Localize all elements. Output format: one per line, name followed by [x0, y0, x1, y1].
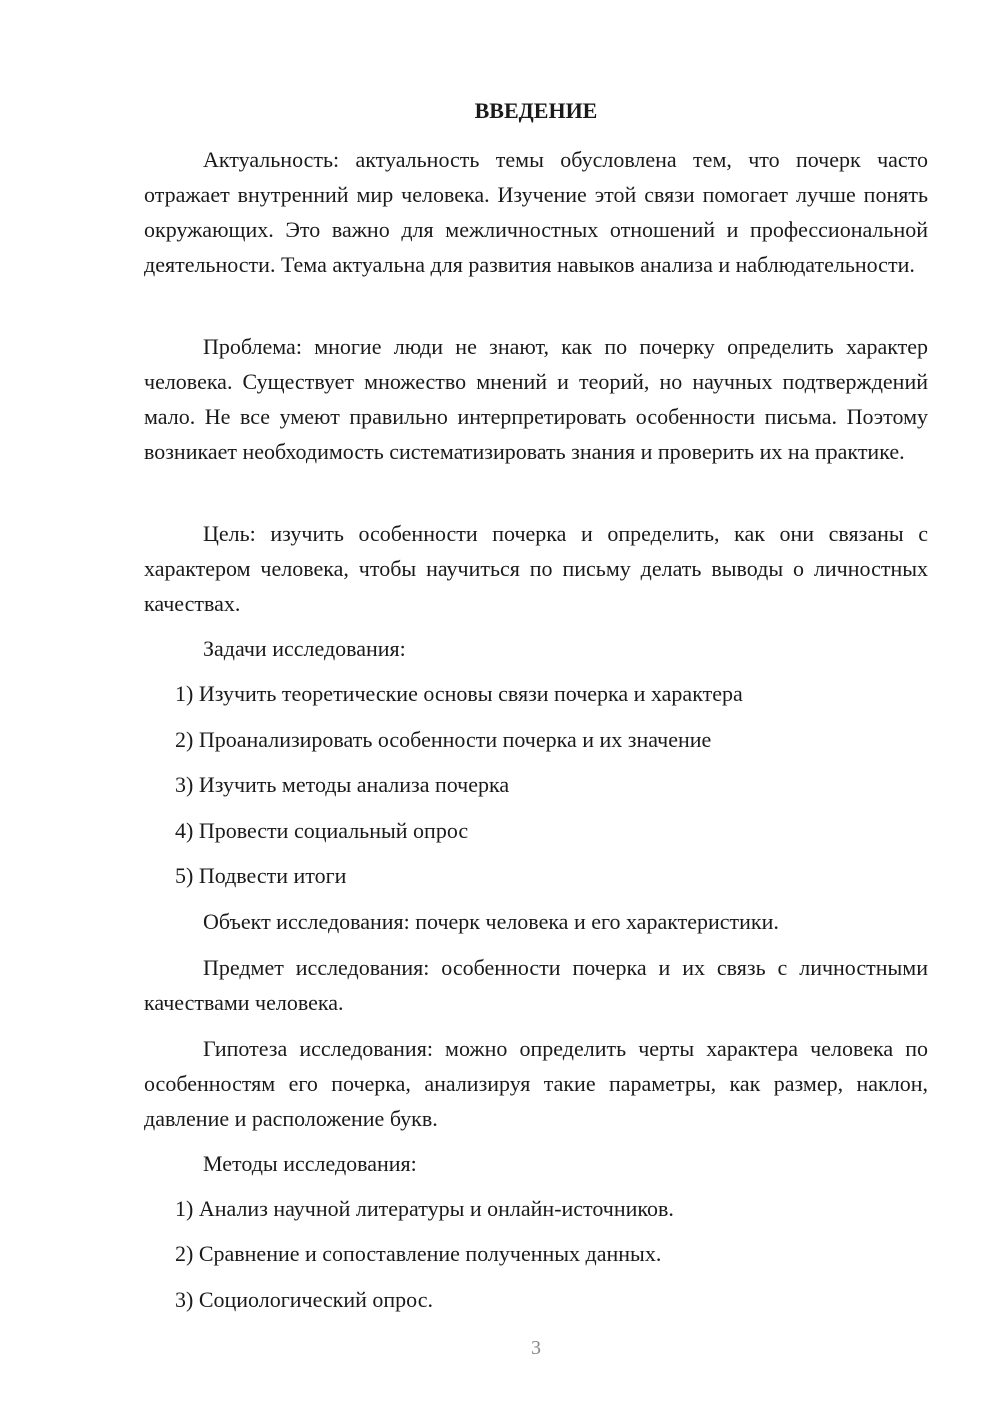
- task-item-4: 4) Провести социальный опрос: [175, 818, 469, 843]
- task-item-1: 1) Изучить теоретические основы связи почерка и характера: [175, 681, 743, 706]
- tasks-heading: Задачи исследования:: [203, 636, 406, 661]
- task-item-2: 2) Проанализировать особенности почерка и их значение: [175, 727, 712, 752]
- method-item-1: 1) Анализ научной литературы и онлайн-источников.: [175, 1196, 674, 1221]
- methods-heading: Методы исследования:: [203, 1151, 417, 1176]
- task-item-3: 3) Изучить методы анализа почерка: [175, 772, 510, 797]
- page-number: 3: [531, 1337, 541, 1359]
- method-item-2: 2) Сравнение и сопоставление полученных данных.: [175, 1241, 662, 1266]
- object-paragraph: Объект исследования: почерк человека и его характеристики.: [203, 909, 779, 934]
- relevance-paragraph: Актуальность: актуальность темы обусловлена тем, что почерк часто отражает внутренний мир человека. Изучение этой связи помогает лучше понять окружающих. Это важно для межличностных отношений и профессиональной деятельности. Тема актуальна для развития навыков анализа и наблюдательности.: [144, 147, 928, 277]
- problem-paragraph: Проблема: многие люди не знают, как по почерку определить характер человека. Существует множество мнений и теорий, но научных подтверждений мало. Не все умеют правильно интерпретировать особенности письма. Поэтому возникает необходимость систематизировать знания и проверить их на практике.: [144, 334, 928, 464]
- subject-paragraph: Предмет исследования: особенности почерка и их связь с личностными качествами человека.: [144, 955, 928, 1015]
- task-item-5: 5) Подвести итоги: [175, 863, 347, 888]
- method-item-3: 3) Социологический опрос.: [175, 1287, 433, 1312]
- document-page: [144, 0, 928, 1414]
- page-title: ВВЕДЕНИЕ: [474, 98, 598, 123]
- hypothesis-paragraph: Гипотеза исследования: можно определить черты характера человека по особенностям его почерка, анализируя такие параметры, как размер, наклон, давление и расположение букв.: [144, 1036, 928, 1131]
- goal-paragraph: Цель: изучить особенности почерка и определить, как они связаны с характером человека, чтобы научиться по письму делать выводы о личностных качествах.: [144, 521, 928, 616]
